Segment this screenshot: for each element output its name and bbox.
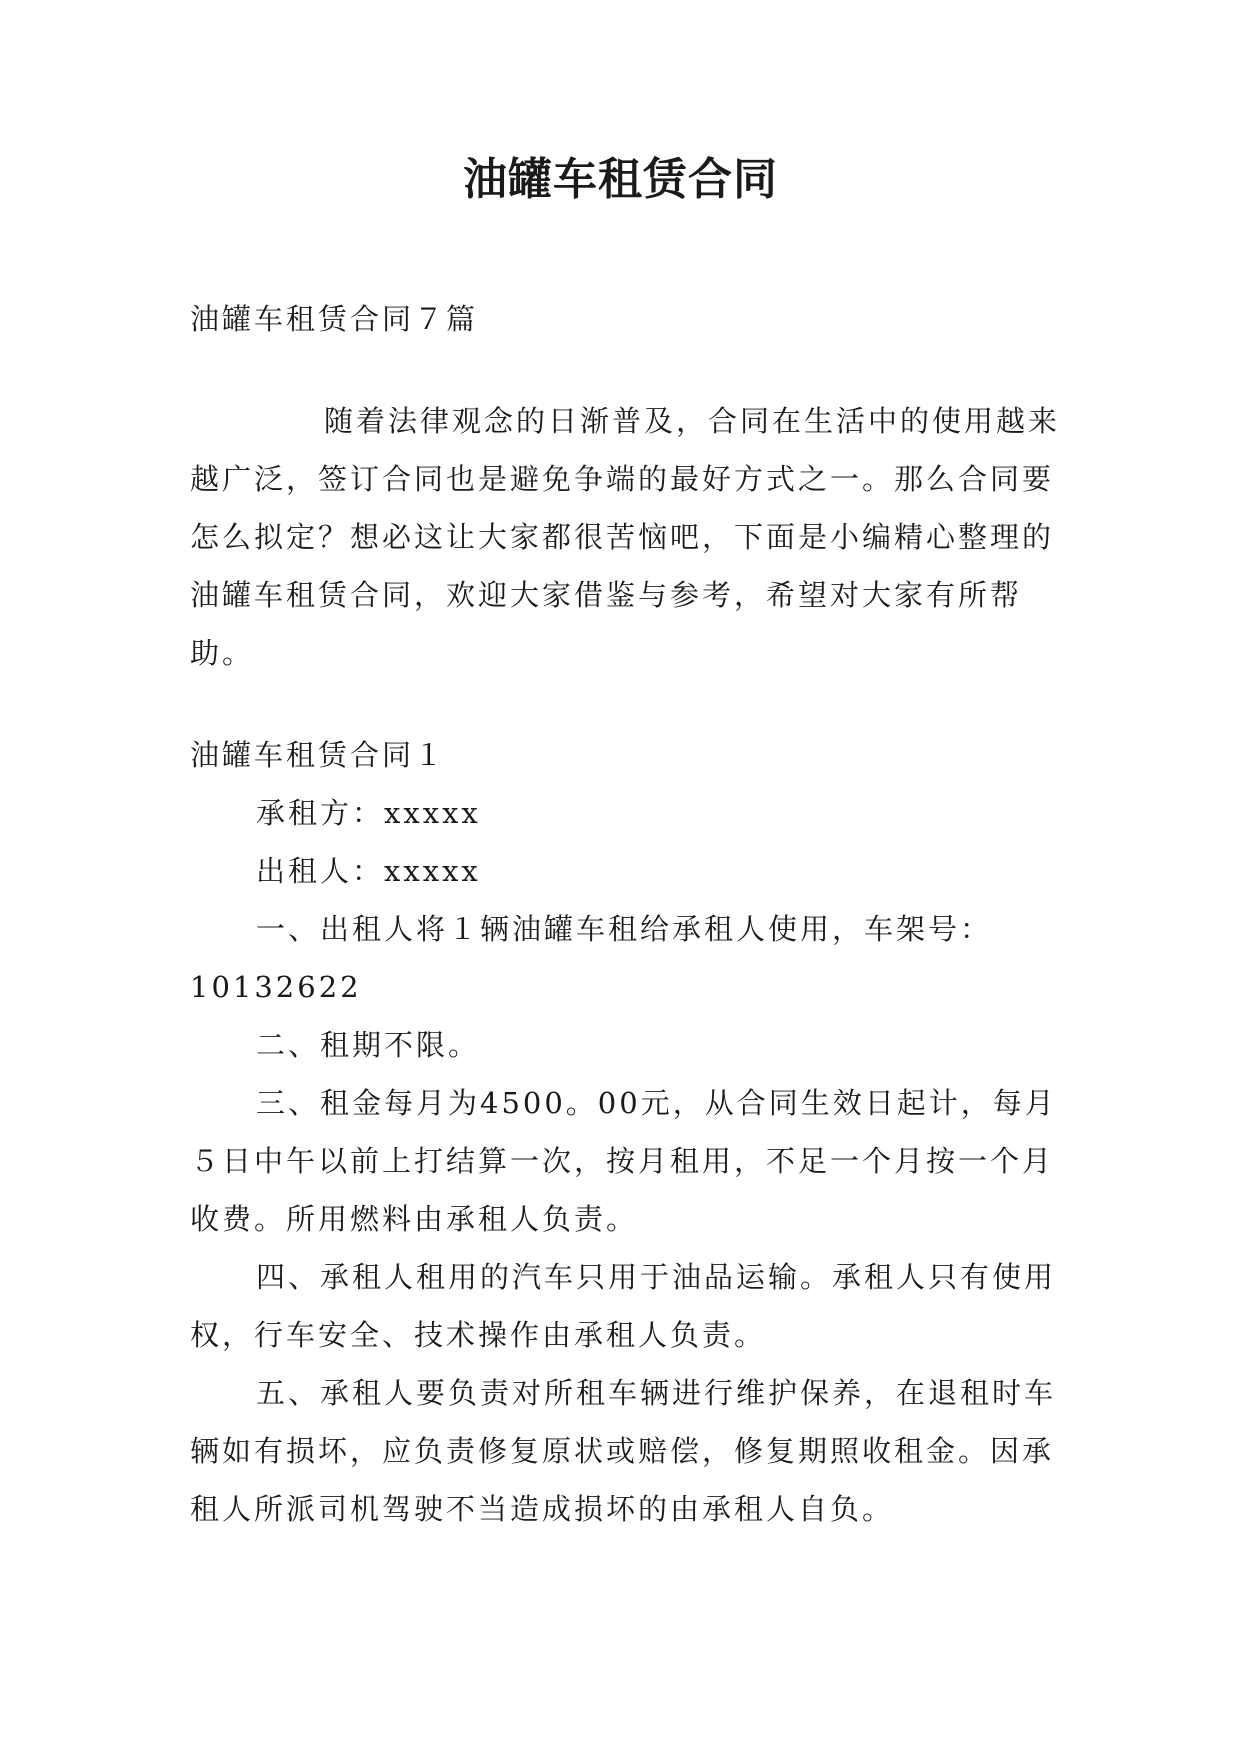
clause-1: 一、出租人将１辆油罐车租给承租人使用，车架号：10132622 — [190, 912, 993, 1004]
section-heading: 油罐车租赁合同１ — [190, 738, 447, 772]
document-body — [190, 290, 1070, 1538]
intro-paragraph: 随着法律观念的日渐普及，合同在生活中的使用越来越广泛，签订合同也是避免争端的最好方式之一。那么合同要怎么拟定？想必这让大家都很苦恼吧，下面是小编精心整理的油罐车租赁合同，欢迎大家借鉴与参考，希望对大家有所帮助。 — [190, 404, 1061, 670]
document-subtitle: 油罐车租赁合同７篇 — [190, 302, 479, 336]
clause-2: 二、租期不限。 — [256, 1028, 481, 1062]
clause-5: 五、承租人要负责对所租车辆进行维护保养，在退租时车辆如有损坏，应负责修复原状或赔偿，修复期照收租金。因承租人所派司机驾驶不当造成损坏的由承租人自负。 — [190, 1376, 1057, 1526]
document-title: 油罐车租赁合同 — [463, 154, 778, 205]
lessor-line: 出租人：xxxxx — [256, 854, 481, 888]
lessee-line: 承租方：xxxxx — [256, 796, 481, 830]
clause-4: 四、承租人租用的汽车只用于油品运输。承租人只有使用权，行车安全、技术操作由承租人负责。 — [190, 1260, 1057, 1352]
clause-3: 三、租金每月为4500。00元，从合同生效日起计，每月５日中午以前上打结算一次，按月租用，不足一个月按一个月收费。所用燃料由承租人负责。 — [190, 1086, 1057, 1236]
